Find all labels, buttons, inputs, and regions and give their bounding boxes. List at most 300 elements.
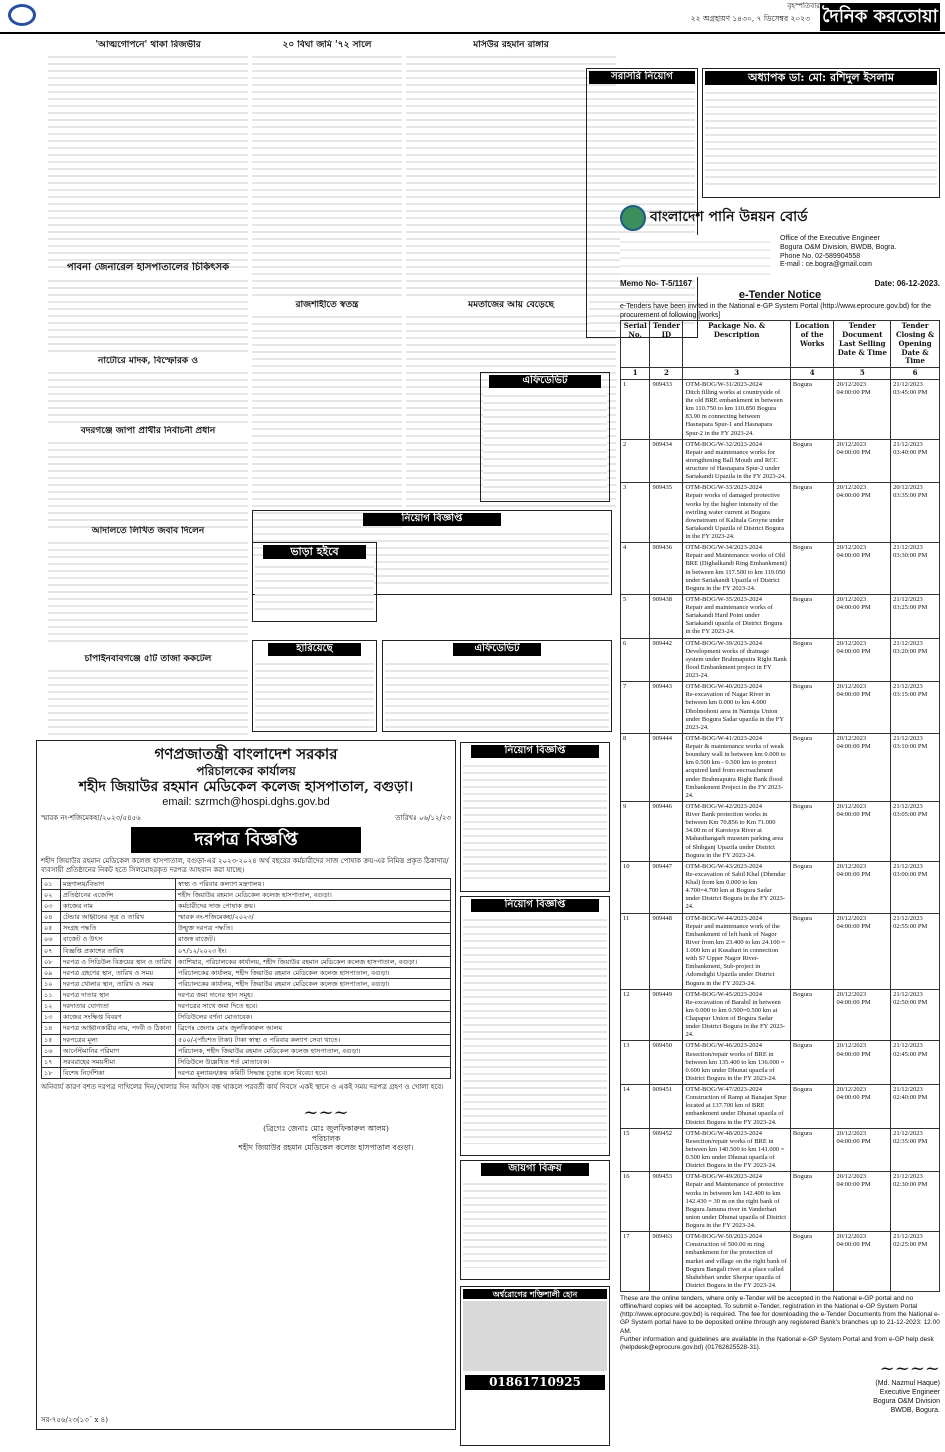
ad-title: ভাড়া হইবে <box>263 545 366 559</box>
article-title: পাবনা জেনারেল হাসপাতালের চিকিৎসক <box>66 262 230 273</box>
tender-col-number: 4 <box>790 368 834 380</box>
tender-pkg: OTM-BOG/W-44/2023-2024 <box>685 914 763 922</box>
tender-desc: Repair and Maintenance works of Old BRE (Dighalkandi Ring Embankment) in between km 117.500 to km 119.050 under Sariakandi Upazila of District Bogura in the FY 2023-24. <box>685 552 787 592</box>
tender-col-number: 3 <box>683 368 790 380</box>
table-row <box>42 878 451 889</box>
table-cell: ০৬ <box>42 934 61 945</box>
table-cell: আর্নেস্টমানির পরিমাণ <box>61 1045 176 1056</box>
tender-close: 21/12/2023 03:25:00 PM <box>893 595 928 611</box>
bwdb-footer2: Further information and guidelines are available in the National e-GP System Portal and from e-GP help desk (helpdesk@eprocure.gov.bd) (01762625528-31). <box>620 1335 934 1351</box>
table-cell <box>683 1172 790 1232</box>
tender-desc: Development works of drainage system under Brahmaputra Right Bank flood Embankment project in FY 2023-24. <box>685 647 787 679</box>
table-cell <box>650 638 683 682</box>
herbal-image <box>463 1301 607 1371</box>
sign-title: Executive Engineer <box>879 1389 940 1397</box>
table-cell: রাজস্ব বাজেট। <box>176 934 451 945</box>
tender-sl: 13 <box>623 1042 630 1050</box>
table-cell: কর্মচারীদের সাজ পোষাক ক্রয়। <box>176 901 451 912</box>
table-cell: দরপত্র গ্রহণের স্থান, তারিখ ও সময় <box>61 967 176 978</box>
bwdb-title: বাংলাদেশ পানি উন্নয়ন বোর্ড <box>650 209 808 226</box>
table-cell: ১২ <box>42 1001 61 1012</box>
tender-sell: 20/12/2023 04:00:00 PM <box>836 1233 871 1249</box>
tender-sell: 20/12/2023 04:00:00 PM <box>836 914 871 930</box>
table-cell <box>834 682 891 734</box>
article-chapai <box>48 654 248 735</box>
table-cell <box>790 1085 834 1129</box>
ad-title: জায়গা বিক্রয় <box>481 1163 589 1176</box>
table-row <box>621 1041 940 1085</box>
table-cell <box>834 1128 891 1172</box>
table-cell <box>683 1085 790 1129</box>
table-cell: উন্মুক্ত দরপত্র পদ্ধতি। <box>176 923 451 934</box>
ad-body <box>255 658 374 728</box>
table-cell <box>891 543 940 595</box>
tender-id: 909434 <box>652 440 672 448</box>
table-cell <box>891 638 940 682</box>
article-body <box>252 51 402 301</box>
table-cell: শহীদ জিয়াউর রহমান মেডিকেল কলেজ হাসপাতাল, বগুড়া। <box>176 889 451 900</box>
table-cell: ০৯ <box>42 967 61 978</box>
tender-sl: 12 <box>623 990 630 998</box>
table-cell <box>650 1128 683 1172</box>
article-title: রাজশাহীতে স্বতন্ত্র <box>295 300 359 310</box>
table-row <box>621 682 940 734</box>
table-cell: পরিচালকের কার্যালয়, শহীদ জিয়াউর রহমান মেডিকেল কলেজ হাসপাতাল, বগুড়া। <box>176 978 451 989</box>
tender-sl: 6 <box>623 639 627 647</box>
article-badarganj <box>48 426 248 533</box>
table-row <box>42 978 451 989</box>
tender-sell: 20/12/2023 04:00:00 PM <box>836 990 871 1006</box>
tender-id: 909435 <box>652 484 672 492</box>
tender-desc: Re-excavation of Nagar River in between km 0.000 to km 4.000 Dholmohoni area in Namuja Union under Bogura Sadar upazila in the FY 2023-24. <box>685 691 784 731</box>
table-cell <box>650 733 683 801</box>
ad-phone: 01861710925 <box>465 1375 605 1390</box>
table-cell: ৫০০/-(পাঁচশত টাকা) টাকা স্বাস্থ্য ও পরিবার কল্যাণ সেবা খাতে। <box>176 1034 451 1045</box>
tender-sell: 20/12/2023 04:00:00 PM <box>836 1086 871 1102</box>
tender-loc: Bogura <box>792 862 812 870</box>
table-cell: স্বাস্থ্য ও পরিবার কল্যাণ মন্ত্রণালয়। <box>176 878 451 889</box>
table-cell <box>621 1041 650 1085</box>
table-cell: ০৫ <box>42 923 61 934</box>
table-row <box>621 483 940 543</box>
article-court <box>48 526 248 647</box>
article-title: ২০ বিঘা জমি '৭২ সালে <box>282 40 372 50</box>
table-row <box>621 733 940 801</box>
bwdb-memo: Memo No- T-5/1167 <box>620 279 693 288</box>
table-cell <box>683 594 790 638</box>
table-cell: দরপত্র মূল্যায়ন/ক্রয় কমিটি সিদ্ধান্ত চূড়ান্ত বলে বিবেচ্য হবে। <box>176 1067 451 1078</box>
table-cell <box>891 801 940 861</box>
tender-sl: 16 <box>623 1173 630 1181</box>
table-cell: সিডিউলে উল্লেখিত শর্ত মোতাবেক। <box>176 1056 451 1067</box>
article-body <box>48 51 248 271</box>
table-cell: ০৩ <box>42 901 61 912</box>
ad-body <box>463 914 607 1144</box>
ad-title: অধ্যাপক ডা: মো: রশিদুল ইসলাম <box>705 71 937 85</box>
tender-col-header: Tender Document Last Selling Date & Time <box>834 321 891 368</box>
tender-loc: Bogura <box>792 1233 812 1241</box>
tender-sell: 20/12/2023 04:00:00 PM <box>836 440 871 456</box>
tender-desc: Construction of Ramp at Banajan Spur located at 137.700 km of BRE embankment under Dhunat upazila of District Bogura in the FY 2023-24. <box>685 1094 787 1126</box>
tender-close: 21/12/2023 03:40:00 PM <box>893 440 928 456</box>
tender-pkg: OTM-BOG/W-48/2023-2024 <box>685 1129 763 1137</box>
table-row <box>621 1128 940 1172</box>
tender-loc: Bogura <box>792 380 812 388</box>
gov-code: সর-৭৫৬/২৩(১৩´ x ৪) <box>41 1416 108 1425</box>
tender-close: 21/12/2023 03:15:00 PM <box>893 683 928 699</box>
table-cell: ০৪ <box>42 912 61 923</box>
table-row <box>621 989 940 1041</box>
table-cell: সংগ্রহ পদ্ধতি <box>61 923 176 934</box>
tender-sell: 20/12/2023 04:00:00 PM <box>836 1173 871 1189</box>
table-cell: স্মারক নং-শজিমেকহা/২০২৩/ <box>176 912 451 923</box>
tender-col-number: 2 <box>650 368 683 380</box>
table-cell <box>621 1085 650 1129</box>
table-cell <box>621 638 650 682</box>
bwdb-signature <box>620 1358 940 1416</box>
table-cell <box>891 733 940 801</box>
table-cell <box>891 989 940 1041</box>
tender-desc: Repair and maintenance works of Sariakandi Hard Point under Sariakandi upazila of District Bogura in the FY 2023-24. <box>685 604 783 636</box>
table-cell <box>621 1128 650 1172</box>
table-row <box>42 889 451 900</box>
gov-date: তারিখঃ ০৬/১২/২৩ <box>395 814 451 822</box>
ad-title: সরাসরি নিয়োগ <box>589 71 695 84</box>
gov-footer: অনিবার্য কারণ বশত দরপত্র দাখিলের দিন/খোলার দিন অফিস বন্ধ থাকলে পরবর্তী কার্য দিবসে একই স্থানে ও একই সময় দরপত্র গ্রহণ ও খোলা হবে। <box>41 1083 444 1091</box>
table-row <box>42 1012 451 1023</box>
tender-col-number: 5 <box>834 368 891 380</box>
ad-title: এফিডেভিট <box>489 375 601 388</box>
table-cell: পরিচালক, শহীদ জিয়াউর রহমান মেডিকেল কলেজ হাসপাতাল, বগুড়া। <box>176 1045 451 1056</box>
bwdb-intro: e-Tenders have been invited in the National e-GP System Portal (http://www.eprocure.gov.bd) for the procurement of following [works] <box>620 302 932 319</box>
table-cell <box>834 594 891 638</box>
table-cell <box>790 861 834 913</box>
gov-intro: শহীদ জিয়াউর রহমান মেডিকেল কলেজ হাসপাতাল, বগুড়া-এর ২০২৩-২০২৪ অর্থ বছরের কর্মচারীদের সাজ পোষাক ক্রয়-এর নিমিত্ত প্রকৃত ঠিকাদার/ব্যবসায়ী প্রতিষ্ঠানের নিকট হতে সিলমোহরকৃত দরপত্র আহবান করা যাচ্ছে। <box>41 857 449 874</box>
table-cell <box>891 1232 940 1292</box>
table-row <box>42 956 451 967</box>
table-cell <box>650 543 683 595</box>
table-cell: পরিচালকের কার্যালয়, শহীদ জিয়াউর রহমান মেডিকেল কলেজ হাসপাতাল, বগুড়া। <box>176 967 451 978</box>
table-cell: সিডিউলের বর্ণনা মোতাবেক। <box>176 1012 451 1023</box>
tender-desc: Re-excavation of Barabil in between km 0.000 to km 0.500=0.500 km at Chapapur Union of Bogura Sadar under District Bogura in the FY 2023-24. <box>685 998 785 1039</box>
table-cell: দরপত্রের মূল্য <box>61 1034 176 1045</box>
sign-place: শহীদ জিয়াউর রহমান মেডিকেল কলেজ হাসপাতাল বগুড়া। <box>238 1143 414 1152</box>
table-cell <box>834 379 891 439</box>
table-cell: বিজ্ঞপ্তি প্রকাশের তারিখ <box>61 945 176 956</box>
table-cell: বিশেষ নির্দেশিকা <box>61 1067 176 1078</box>
table-row <box>621 638 940 682</box>
table-cell <box>621 733 650 801</box>
table-cell <box>621 439 650 483</box>
signature-scribble: ~~~~ <box>879 1357 940 1379</box>
tender-close: 21/12/2023 02:25:00 PM <box>893 1233 928 1249</box>
tender-pkg: OTM-BOG/W-31/2023-2024 <box>685 380 763 388</box>
table-cell: দরপত্র ও সিডিউল বিক্রয়ের স্থান ও তারিখ <box>61 956 176 967</box>
signature-scribble: ~~~ <box>303 1101 349 1123</box>
tender-sl: 7 <box>623 683 627 691</box>
tender-pkg: OTM-BOG/W-45/2023-2024 <box>685 990 763 998</box>
tender-desc: Repair works of damaged protective works by the higher intensity of the swirling water current at Bogura downstream of Kalitala Groyne under Sariakandi Upazila of District Bogura in the FY 2023-24. <box>685 492 785 540</box>
tender-id: 909451 <box>652 1086 672 1093</box>
table-cell <box>683 1128 790 1172</box>
table-cell <box>683 989 790 1041</box>
tender-sell: 20/12/2023 04:00:00 PM <box>836 802 871 818</box>
tender-sl: 5 <box>623 595 627 603</box>
table-cell <box>834 638 891 682</box>
tender-desc: Re-excavation of Sabil Khal (Dhendar Khal) from km 0.000 to km 4.700=4.700 km at Bogura Sadar under District Bogura in the FY 2023-24. <box>685 870 786 911</box>
tender-pkg: OTM-BOG/W-34/2023-2024 <box>685 544 763 552</box>
tender-desc: Resection/repair works of BRE in between km 140.500 to km 141.000 = 0.500 km under Dhunat upazila of District Bogura in the FY 2023-24. <box>685 1137 785 1170</box>
table-row <box>42 1045 451 1056</box>
table-cell <box>790 733 834 801</box>
tender-loc: Bogura <box>792 1042 812 1050</box>
tender-pkg: OTM-BOG/W-47/2023-2024 <box>685 1086 763 1093</box>
ad-lost <box>252 640 377 732</box>
table-cell <box>790 543 834 595</box>
tender-id: 909436 <box>652 544 672 552</box>
table-cell <box>790 594 834 638</box>
article-title: বদরগঞ্জে জাপা প্রার্থীর নির্বাচনী প্রধান <box>80 426 216 436</box>
table-cell <box>834 1085 891 1129</box>
ad-herbal <box>460 1286 610 1446</box>
table-cell: দরপত্র খোলার স্থান, তারিখ ও সময় <box>61 978 176 989</box>
bwdb-phone: Phone No. 02-589904558 <box>780 252 861 260</box>
table-cell <box>650 861 683 913</box>
tender-id: 909452 <box>652 1129 672 1137</box>
article-body <box>48 437 248 533</box>
tender-id: 909448 <box>652 914 672 922</box>
table-cell <box>834 801 891 861</box>
tender-pkg: OTM-BOG/W-33/2023-2024 <box>685 484 763 492</box>
ad-title: অর্শ্বরোগের শক্তিশালী হোন <box>463 1289 607 1299</box>
tender-col-header: Package No. & Description <box>683 321 790 368</box>
tender-sl: 14 <box>623 1086 630 1093</box>
table-cell <box>650 594 683 638</box>
article-land <box>252 40 402 301</box>
newspaper-logo-icon <box>8 4 36 26</box>
tender-col-header: Tender ID <box>650 321 683 368</box>
header-date: ২২ অগ্রহায়ণ ১৪৩০, ৭ ডিসেম্বর ২০২৩ <box>690 14 810 23</box>
tender-col-number: 1 <box>621 368 650 380</box>
tender-pkg: OTM-BOG/W-50/2023-2024 <box>685 1233 763 1241</box>
table-cell <box>621 379 650 439</box>
table-row <box>42 1001 451 1012</box>
table-cell <box>683 682 790 734</box>
tender-loc: Bogura <box>792 484 812 492</box>
tender-desc: Construction of 500.00 m ring embankment for the protection of market and village on the right bank of Bogura Bangali river at a place called Shahebbari under Sherpur upazila of District Bogura in the FY 2023-24. <box>685 1241 787 1289</box>
tender-pkg: OTM-BOG/W-42/2023-2024 <box>685 802 763 810</box>
ad-title: নিয়োগ বিজ্ঞপ্তি <box>471 745 599 758</box>
table-cell <box>683 861 790 913</box>
table-cell <box>891 861 940 913</box>
table-cell <box>790 439 834 483</box>
table-cell <box>790 379 834 439</box>
ad-affidavit-1 <box>480 372 610 502</box>
table-cell <box>790 913 834 989</box>
ad-body <box>255 561 374 613</box>
ad-title: নিয়োগ বিজ্ঞপ্তি <box>363 513 501 526</box>
table-cell <box>891 682 940 734</box>
tender-id: 909453 <box>652 1173 672 1181</box>
table-cell: ১৫ <box>42 1034 61 1045</box>
tender-pkg: OTM-BOG/W-39/2023-2024 <box>685 639 763 647</box>
table-cell <box>683 483 790 543</box>
table-cell <box>650 801 683 861</box>
table-cell <box>683 1041 790 1085</box>
tender-close: 21/12/2023 02:45:00 PM <box>893 1042 928 1058</box>
table-cell <box>790 638 834 682</box>
table-cell <box>790 1172 834 1232</box>
table-cell <box>650 682 683 734</box>
sign-name: (ব্রিগেঃ জেনাঃ মোঃ জুলফিকারুল আলম) <box>263 1124 389 1134</box>
article-title: নাটোরে মাদক, বিস্ফোরক ও <box>98 356 198 366</box>
gov-notice-title: দরপত্র বিজ্ঞপ্তি <box>131 827 361 854</box>
table-cell <box>790 1232 834 1292</box>
table-cell: প্রতিষ্ঠানের এজেন্সি <box>61 889 176 900</box>
table-cell <box>650 379 683 439</box>
gov-hospital: শহীদ জিয়াউর রহমান মেডিকেল কলেজ হাসপাতাল, বগুড়া। <box>78 778 414 795</box>
table-cell <box>790 801 834 861</box>
table-row <box>42 923 451 934</box>
table-cell <box>834 1041 891 1085</box>
table-cell: ১৩ <box>42 1012 61 1023</box>
table-row <box>42 1067 451 1078</box>
tender-close: 21/12/2023 03:00:00 PM <box>893 862 928 878</box>
tender-desc: Repair and maintenance work of the Embankment of left bank of Nagor River from km 23.400 to km 24.100 = 1.000 km at Kusahari in connection with S? Upper Nagor River-Embankment, Sub-project in Adomdighi Upazila under District Bogura in the FY 2023-24. <box>685 922 785 987</box>
tender-desc: Repair and maintenance works for strengthening Ball Mouth and RCC structure of Hasnapara Spur-2 under Sariakandi Upazila in the FY 2023-24. <box>685 448 786 481</box>
tender-close: 21/12/2023 03:20:00 PM <box>893 639 928 655</box>
table-cell <box>683 733 790 801</box>
table-cell <box>891 1041 940 1085</box>
table-cell <box>891 594 940 638</box>
tender-close: 21/12/2023 03:45:00 PM <box>893 380 928 396</box>
table-cell <box>683 913 790 989</box>
table-cell: কাজের সংক্ষিপ্ত বিবরণ <box>61 1012 176 1023</box>
masthead: দৈনিক করতোয়া <box>820 3 940 31</box>
tender-loc: Bogura <box>792 802 812 810</box>
tender-id: 909449 <box>652 990 672 998</box>
table-cell <box>834 861 891 913</box>
bwdb-logo-icon <box>620 205 646 231</box>
table-cell <box>834 439 891 483</box>
table-row <box>42 901 451 912</box>
table-row <box>621 439 940 483</box>
table-cell: মন্ত্রণালয়/বিভাগ <box>61 878 176 889</box>
bwdb-email: E-mail : ce.bogra@gmail.com <box>780 261 872 269</box>
table-cell <box>683 379 790 439</box>
ad-body <box>463 760 607 880</box>
table-row <box>621 1232 940 1292</box>
tender-sl: 9 <box>623 802 627 810</box>
table-cell <box>834 1232 891 1292</box>
tender-close: 21/12/2023 02:30:00 PM <box>893 1173 928 1189</box>
table-cell <box>650 1232 683 1292</box>
tender-loc: Bogura <box>792 595 812 603</box>
table-cell <box>834 483 891 543</box>
tender-close: 21/12/2023 02:40:00 PM <box>893 1086 928 1102</box>
ad-doctor <box>702 68 940 198</box>
table-row <box>42 945 451 956</box>
sign-name: (Md. Nazmul Haque) <box>875 1380 940 1388</box>
tender-loc: Bogura <box>792 990 812 998</box>
tender-loc: Bogura <box>792 440 812 448</box>
bwdb-notice-title: e-Tender Notice <box>738 289 822 301</box>
table-cell: ০৭ <box>42 945 61 956</box>
article-rizvi <box>48 40 248 271</box>
tender-col-header: Location of the Works <box>790 321 834 368</box>
table-cell <box>683 439 790 483</box>
tender-sl: 17 <box>623 1233 630 1241</box>
gov-memo: স্মারক নং-শজিমেকহা/২০২৩/৫৪৫৬ <box>41 814 141 822</box>
table-cell: দরপত্র জমা দানের স্থান সমূহ। <box>176 990 451 1001</box>
tender-id: 909447 <box>652 862 672 870</box>
table-cell <box>621 594 650 638</box>
tender-id: 909438 <box>652 595 672 603</box>
ad-title: হারিয়েছে <box>268 643 361 656</box>
table-cell <box>650 483 683 543</box>
tender-id: 909433 <box>652 380 672 388</box>
article-title: মমতাজের আয় বেড়েছে <box>468 300 554 310</box>
tender-id: 909446 <box>652 802 672 810</box>
tender-loc: Bogura <box>792 1173 812 1181</box>
table-cell <box>621 543 650 595</box>
tender-pkg: OTM-BOG/W-32/2023-2024 <box>685 440 763 448</box>
table-cell: ০১ <box>42 878 61 889</box>
table-cell <box>621 801 650 861</box>
table-row <box>621 1172 940 1232</box>
bwdb-tender-table <box>620 320 940 1292</box>
tender-close: 21/12/2023 03:05:00 PM <box>893 802 928 818</box>
table-row <box>42 1056 451 1067</box>
sign-office: Bogura O&M Division <box>873 1397 940 1405</box>
tender-sell: 20/12/2023 04:00:00 PM <box>836 484 871 500</box>
table-row <box>621 913 940 989</box>
tender-close: 20/12/2023 03:35:00 PM <box>893 484 928 500</box>
table-cell <box>891 379 940 439</box>
tender-loc: Bogura <box>792 639 812 647</box>
gov-tender-notice <box>36 740 456 1430</box>
tender-sell: 20/12/2023 04:00:00 PM <box>836 1042 871 1058</box>
table-cell <box>683 1232 790 1292</box>
table-cell <box>834 1172 891 1232</box>
article-natore <box>48 356 248 427</box>
table-cell <box>891 1085 940 1129</box>
table-cell <box>650 913 683 989</box>
table-cell: ১৮ <box>42 1067 61 1078</box>
tender-pkg: OTM-BOG/W-46/2023-2024 <box>685 1042 763 1050</box>
table-row <box>621 801 940 861</box>
bwdb-office-en2: Bogura O&M Division, BWDB, Bogra. <box>780 243 897 251</box>
bwdb-footer: These are the online tenders, where only e-Tender will be accepted in the National e-GP portal and no offline/hard copies will be accepted. To submit e-Tender, registration in the National e-GP System Portal (http://www.eprocure.gov.bd) is required. The fee for downloading the e-Tender Documents from the National e-GP System portal have to be deposited online through any registered Bank's branches up to 21-12-2023: 12.00 AM. <box>620 1295 940 1335</box>
tender-col-header: Tender Closing & Opening Date & Time <box>891 321 940 368</box>
ad-recruitment-2 <box>460 742 610 892</box>
tender-sl: 1 <box>623 380 627 388</box>
tender-sl: 15 <box>623 1129 630 1137</box>
table-cell: ০৭/১২/২০২৩ ইং। <box>176 945 451 956</box>
table-cell <box>683 801 790 861</box>
table-cell <box>834 913 891 989</box>
ad-affidavit-2 <box>382 640 612 732</box>
article-pabna <box>48 262 248 357</box>
table-cell: কাজের নাম <box>61 901 176 912</box>
table-cell: ১৭ <box>42 1056 61 1067</box>
ad-to-let <box>252 542 377 622</box>
table-cell <box>650 1041 683 1085</box>
table-row <box>42 990 451 1001</box>
table-cell: ১৪ <box>42 1023 61 1034</box>
table-cell <box>891 439 940 483</box>
tender-sell: 20/12/2023 04:00:00 PM <box>836 595 871 611</box>
